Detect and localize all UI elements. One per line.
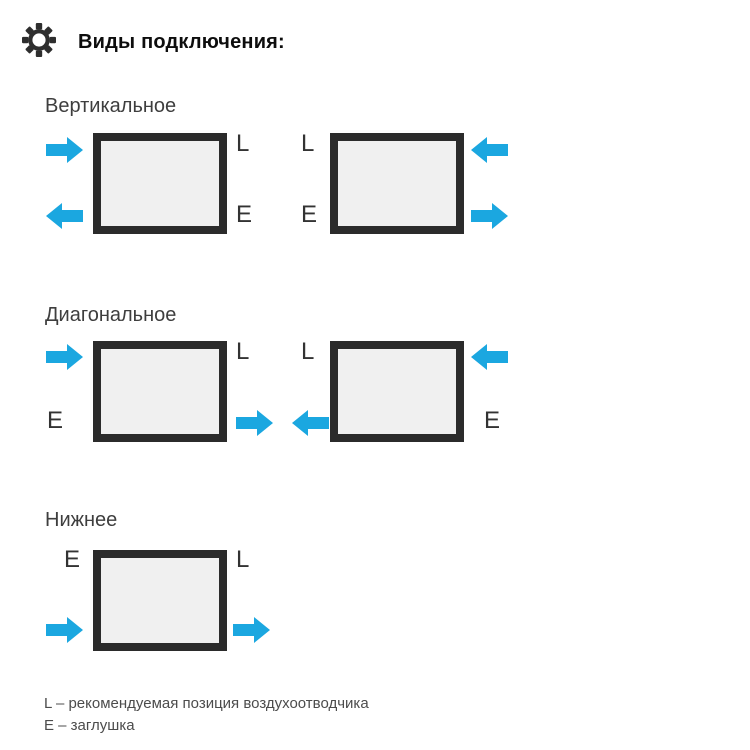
legend-plug: E – заглушка [44, 717, 135, 734]
flow-in-arrow [46, 137, 83, 163]
flow-in-arrow [46, 617, 83, 643]
flow-out-arrow [471, 203, 508, 229]
plug-label: E [64, 546, 81, 573]
legend-air-vent: L – рекомендуемая позиция воздухоотводчика [44, 695, 369, 712]
radiator-body [93, 550, 227, 651]
air-vent-label: L [301, 338, 315, 365]
flow-in-arrow [46, 344, 83, 370]
flow-in-arrow [471, 344, 508, 370]
flow-out-arrow [233, 617, 270, 643]
air-vent-label: L [301, 130, 315, 157]
plug-label: E [484, 407, 501, 434]
radiator-body [330, 133, 464, 234]
plug-label: E [236, 201, 253, 228]
plug-label: E [47, 407, 64, 434]
air-vent-label: L [236, 130, 250, 157]
flow-out-arrow [236, 410, 273, 436]
page-title: Виды подключения: [78, 31, 285, 53]
radiator-body [93, 133, 227, 234]
radiator-body [330, 341, 464, 442]
air-vent-label: L [236, 338, 250, 365]
air-vent-label: L [236, 546, 250, 573]
flow-out-arrow [292, 410, 329, 436]
plug-label: E [301, 201, 318, 228]
flow-out-arrow [46, 203, 83, 229]
flow-in-arrow [471, 137, 508, 163]
section-title-vertical: Вертикальное [45, 95, 177, 117]
gear-icon [22, 23, 56, 57]
section-title-bottom: Нижнее [45, 509, 118, 531]
section-title-diagonal: Диагональное [45, 304, 177, 326]
radiator-body [93, 341, 227, 442]
